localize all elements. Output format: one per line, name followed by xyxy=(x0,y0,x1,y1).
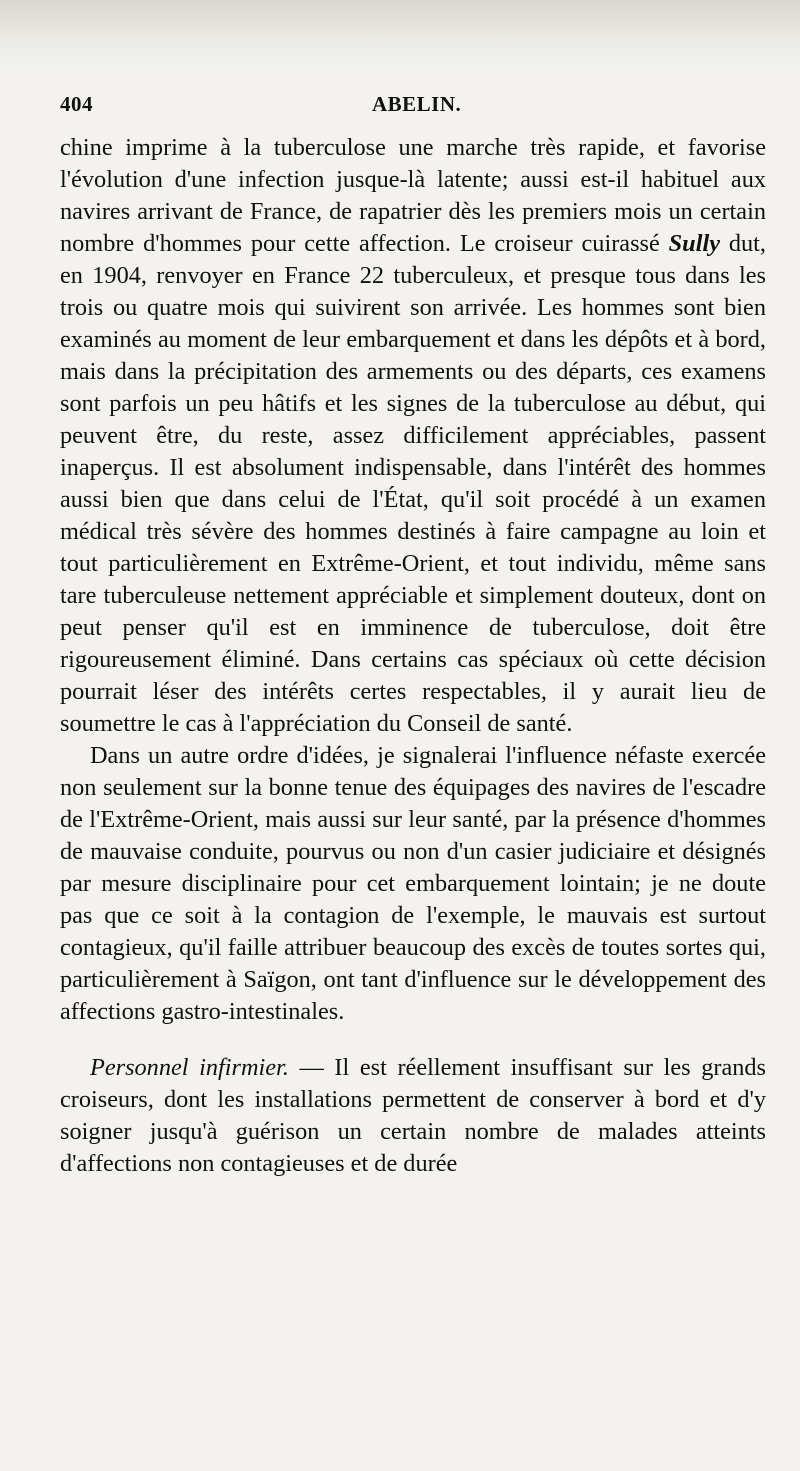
paragraph-1-end: dut, en 1904, renvoyer en France 22 tuberculeux, et presque tous dans les trois ou quatre mois qui suivirent son arrivée. Les hommes sont bien examinés au moment de leur embarquement et dans les dépôts et à bord, mais dans la précipitation des armements ou des départs, ces examens sont parfois un peu hâtifs et les signes de la tuberculose au début, qui peuvent être, du reste, assez difficilement appréciables, passent inaperçus. Il est absolument indispensable, dans l'intérêt des hommes aussi bien que dans celui de l'État, qu'il soit procédé à un examen médical très sévère des hommes destinés à faire campagne au loin et tout particulièrement en Extrême-Orient, et tout individu, même sans tare tuberculeuse nettement appréciable et simplement douteux, dont on peut penser qu'il est en imminence de tuberculose, doit être rigoureusement éliminé. Dans certains cas spéciaux où cette décision pourrait léser des intérêts certes respectables, il y aurait lieu de soumettre le cas à l'appréciation du Conseil de santé. xyxy=(60,230,766,737)
paragraph-1 xyxy=(60,132,766,740)
page-number: 404 xyxy=(60,92,93,116)
page-header xyxy=(60,92,760,124)
running-head: ABELIN. xyxy=(372,92,462,116)
body-text xyxy=(60,132,766,1180)
ship-name: Sully xyxy=(668,230,720,257)
paragraph-3-text: — Il est réellement insuffisant sur les grands croiseurs, dont les installations permettent de conserver à bord et d'y soigner jusqu'à guérison un certain nombre de malades atteints d'affections non contagieuses et de durée xyxy=(60,1054,766,1177)
paragraph-3 xyxy=(60,1052,766,1180)
paragraph-1-start: chine imprime à la tuberculose une marche très rapide, et favorise l'évolution d'une infection jusque-là latente; aussi est-il habituel aux navires arrivant de France, de rapatrier dès les premiers mois un certain nombre d'hommes pour cette affection. Le croiseur cuirassé xyxy=(60,134,766,257)
paragraph-2: Dans un autre ordre d'idées, je signalerai l'influence néfaste exercée non seulement sur la bonne tenue des équipages des navires de l'escadre de l'Extrême-Orient, mais aussi sur leur santé, par la présence d'hommes de mauvaise conduite, pourvus ou non d'un casier judiciaire et désignés par mesure disciplinaire pour cet embarquement lointain; je ne doute pas que ce soit à la contagion de l'exemple, le mauvais est surtout contagieux, qu'il faille attribuer beaucoup des excès de toutes sortes qui, particulièrement à Saïgon, ont tant d'influence sur le développement des affections gastro-intestinales. xyxy=(60,742,766,1025)
scan-margin xyxy=(0,0,800,70)
section-heading: Personnel infirmier. xyxy=(90,1054,289,1081)
